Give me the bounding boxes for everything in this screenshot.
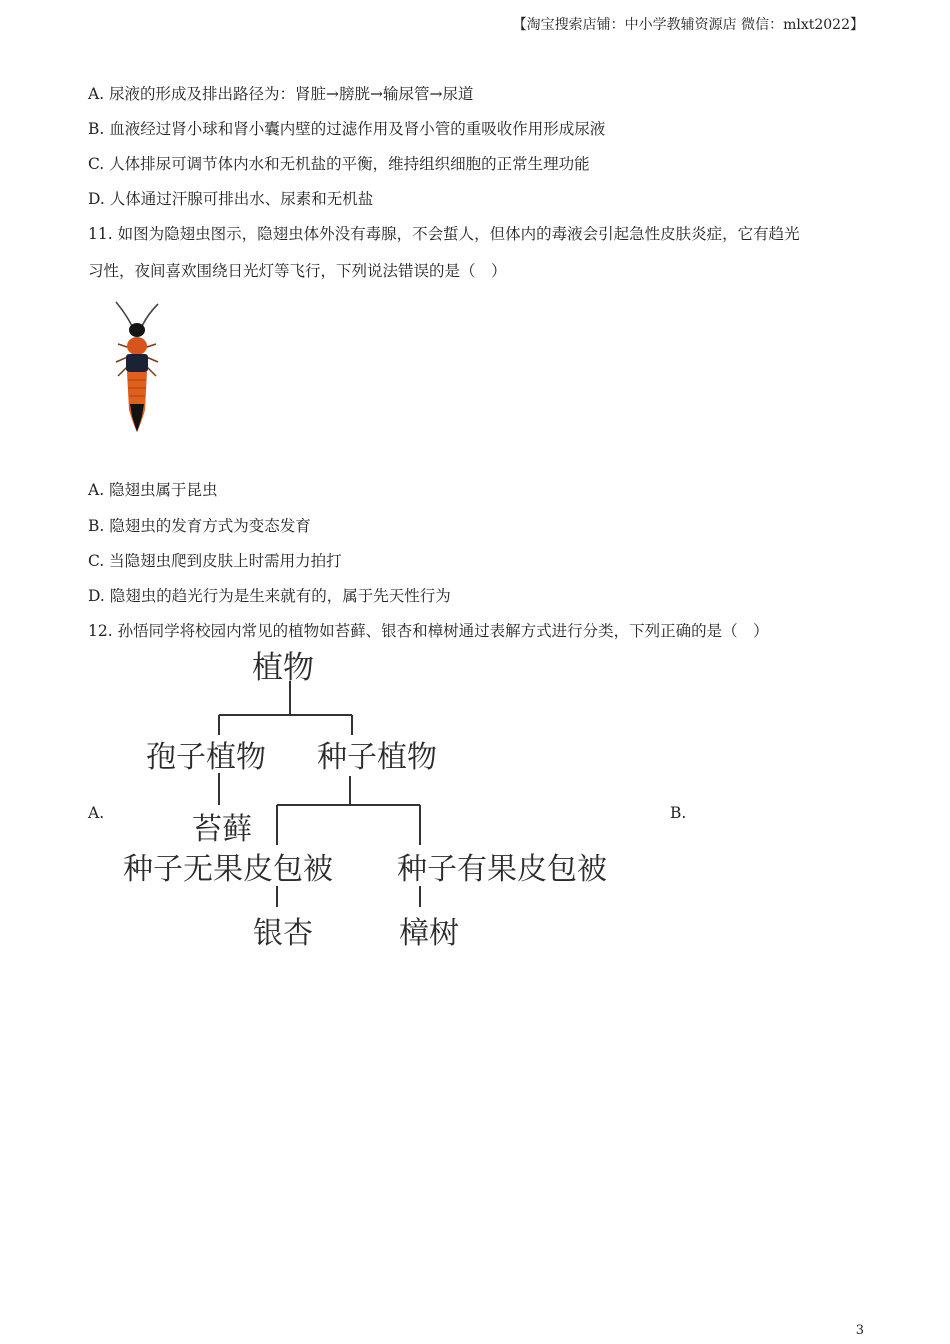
tree-moss: 苔藓 (192, 812, 252, 847)
q12-stem: 12. 孙悟同学将校园内常见的植物如苔藓、银杏和樟树通过表解方式进行分类，下列正确的是（ ） (88, 622, 769, 640)
q10-option-c: C. 人体排尿可调节体内水和无机盐的平衡，维持组织细胞的正常生理功能 (88, 155, 590, 173)
q11-option-d: D. 隐翅虫的趋光行为是生来就有的，属于先天性行为 (88, 587, 451, 605)
q11-stem-line2: 习性，夜间喜欢围绕日光灯等飞行，下列说法错误的是（ ） (88, 262, 507, 280)
header-banner: 【淘宝搜索店铺：中小学教辅资源店 微信：mlxt2022】 (512, 17, 864, 33)
rove-beetle-image (108, 298, 166, 436)
q12-option-b-label: B. (670, 804, 687, 822)
q10-option-b: B. 血液经过肾小球和肾小囊内壁的过滤作用及肾小管的重吸收作用形成尿液 (88, 120, 606, 138)
tree-spore-plants: 孢子植物 (146, 740, 266, 775)
q12-option-a-label: A. (88, 804, 105, 822)
tree-seed-plants: 种子植物 (317, 740, 437, 775)
q11-option-c: C. 当隐翅虫爬到皮肤上时需用力拍打 (88, 552, 342, 570)
tree-ginkgo: 银杏 (253, 916, 313, 951)
tree-root-plants: 植物 (252, 650, 314, 686)
q10-option-d: D. 人体通过汗腺可排出水、尿素和无机盐 (88, 190, 374, 208)
tree-camphor: 樟树 (399, 916, 459, 951)
q10-option-a: A. 尿液的形成及排出路径为：肾脏→膀胱→输尿管→尿道 (88, 85, 474, 103)
q11-option-b: B. 隐翅虫的发育方式为变态发育 (88, 517, 311, 535)
page-number: 3 (855, 1323, 864, 1338)
q11-stem-line1: 11. 如图为隐翅虫图示，隐翅虫体外没有毒腺，不会蜇人，但体内的毒液会引起急性皮肤炎症，它有趋光 (88, 225, 800, 243)
tree-angiosperm-branch: 种子有果皮包被 (397, 852, 607, 887)
plant-classification-tree (100, 645, 640, 955)
q11-option-a: A. 隐翅虫属于昆虫 (88, 481, 218, 499)
tree-gymnosperm-branch: 种子无果皮包被 (123, 852, 333, 887)
